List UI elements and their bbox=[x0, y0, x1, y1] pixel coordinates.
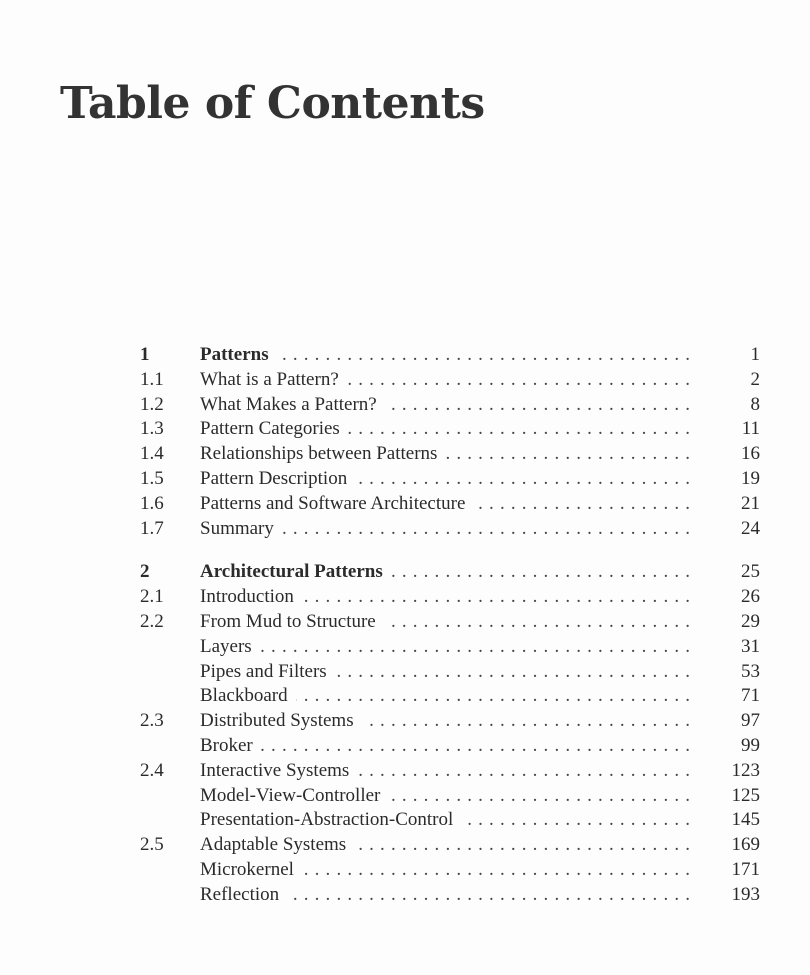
toc-entry bbox=[140, 858, 760, 883]
toc-chapter-entry bbox=[140, 560, 760, 585]
section-number bbox=[140, 808, 200, 833]
section-title: Summary bbox=[200, 517, 274, 539]
toc-entry bbox=[140, 734, 760, 759]
page-number: 21 bbox=[741, 492, 760, 514]
page-title: Table of Contents bbox=[60, 78, 485, 129]
section-title: From Mud to Structure bbox=[200, 610, 376, 632]
dot-leader bbox=[362, 709, 696, 734]
page-number: 19 bbox=[741, 467, 760, 489]
section-title: Distributed Systems bbox=[200, 710, 354, 732]
section-title: Blackboard bbox=[200, 685, 288, 707]
dot-leader bbox=[384, 610, 696, 635]
dot-leader bbox=[261, 734, 696, 759]
page-number: 31 bbox=[741, 635, 760, 657]
toc-entry bbox=[140, 759, 760, 784]
dot-leader bbox=[287, 883, 696, 908]
toc-entry bbox=[140, 492, 760, 517]
section-title: Broker bbox=[200, 734, 253, 756]
section-number bbox=[140, 635, 200, 660]
toc-entry bbox=[140, 784, 760, 809]
page-number: 97 bbox=[741, 710, 760, 732]
toc-entry bbox=[140, 417, 760, 442]
dot-leader bbox=[282, 517, 696, 542]
page-number: 16 bbox=[741, 443, 760, 465]
toc-entry bbox=[140, 393, 760, 418]
section-number bbox=[140, 858, 200, 883]
dot-leader bbox=[260, 635, 696, 660]
page-number: 25 bbox=[741, 561, 760, 583]
toc-entry bbox=[140, 442, 760, 467]
section-title: Reflection bbox=[200, 883, 280, 905]
section-title: Relationships between Patterns bbox=[200, 443, 438, 465]
section-title: What is a Pattern? bbox=[200, 368, 339, 390]
section-title: Introduction bbox=[200, 586, 294, 608]
section-number: 1.7 bbox=[140, 517, 164, 539]
section-number bbox=[140, 660, 200, 685]
section-number: 1.2 bbox=[140, 393, 164, 415]
section-number bbox=[140, 883, 200, 908]
toc-entry bbox=[140, 467, 760, 492]
page-number: 29 bbox=[741, 610, 760, 632]
section-title: Model-View-Controller bbox=[200, 784, 381, 806]
toc-entry bbox=[140, 517, 760, 542]
section-number bbox=[140, 734, 200, 759]
page-number: 24 bbox=[741, 517, 760, 539]
section-title: What Makes a Pattern? bbox=[200, 393, 377, 415]
dot-leader bbox=[461, 808, 696, 833]
dot-leader bbox=[445, 442, 696, 467]
dot-leader bbox=[473, 492, 696, 517]
page-number: 145 bbox=[731, 809, 760, 831]
page-number: 171 bbox=[731, 858, 760, 880]
section-title: Interactive Systems bbox=[200, 759, 350, 781]
page-number: 11 bbox=[741, 418, 760, 440]
page-number: 169 bbox=[731, 834, 760, 856]
section-number: 2.4 bbox=[140, 759, 164, 781]
toc-entry bbox=[140, 660, 760, 685]
dot-leader bbox=[302, 585, 696, 610]
page-number: 71 bbox=[741, 685, 760, 707]
page-number: 2 bbox=[750, 368, 760, 390]
toc-entry bbox=[140, 833, 760, 858]
toc-entry bbox=[140, 684, 760, 709]
section-number bbox=[140, 784, 200, 809]
dot-leader bbox=[277, 343, 696, 368]
dot-leader bbox=[355, 467, 696, 492]
toc-entry bbox=[140, 585, 760, 610]
section-number: 2.5 bbox=[140, 834, 164, 856]
dot-leader bbox=[357, 759, 696, 784]
section-number: 1 bbox=[140, 344, 150, 365]
toc-entry bbox=[140, 368, 760, 393]
toc-entry bbox=[140, 635, 760, 660]
section-number: 1.1 bbox=[140, 368, 164, 390]
page-number: 99 bbox=[741, 734, 760, 756]
section-title: Patterns bbox=[200, 344, 269, 365]
page-number: 193 bbox=[731, 883, 760, 905]
section-title: Adaptable Systems bbox=[200, 834, 347, 856]
section-number bbox=[140, 684, 200, 709]
dot-leader bbox=[385, 393, 696, 418]
section-title: Pattern Description bbox=[200, 467, 348, 489]
section-number: 1.4 bbox=[140, 443, 164, 465]
section-number: 1.3 bbox=[140, 418, 164, 440]
section-number: 1.6 bbox=[140, 492, 164, 514]
dot-leader bbox=[296, 684, 696, 709]
toc-entry bbox=[140, 883, 760, 908]
section-title: Presentation-Abstraction-Control bbox=[200, 809, 454, 831]
section-title: Pipes and Filters bbox=[200, 660, 327, 682]
page-number: 125 bbox=[731, 784, 760, 806]
page-number: 1 bbox=[750, 344, 760, 365]
dot-leader bbox=[348, 417, 696, 442]
section-number: 2.1 bbox=[140, 586, 164, 608]
page-number: 26 bbox=[741, 586, 760, 608]
section-title: Patterns and Software Architecture bbox=[200, 492, 466, 514]
dot-leader bbox=[347, 368, 696, 393]
section-number: 2.3 bbox=[140, 710, 164, 732]
toc-entry bbox=[140, 808, 760, 833]
section-title: Architectural Patterns bbox=[200, 561, 383, 583]
dot-leader bbox=[335, 660, 696, 685]
toc-list bbox=[140, 343, 760, 908]
toc-chapter-entry bbox=[140, 343, 760, 368]
section-number: 2.2 bbox=[140, 610, 164, 632]
section-number: 2 bbox=[140, 561, 150, 583]
dot-leader bbox=[354, 833, 696, 858]
page-number: 123 bbox=[731, 759, 760, 781]
dot-leader bbox=[391, 560, 696, 585]
toc-entry bbox=[140, 610, 760, 635]
section-number: 1.5 bbox=[140, 467, 164, 489]
section-title: Layers bbox=[200, 635, 252, 657]
page-number: 8 bbox=[750, 393, 760, 415]
section-title: Microkernel bbox=[200, 858, 294, 880]
page-number: 53 bbox=[741, 660, 760, 682]
dot-leader bbox=[302, 858, 696, 883]
toc-entry bbox=[140, 709, 760, 734]
dot-leader bbox=[388, 784, 696, 809]
section-title: Pattern Categories bbox=[200, 418, 340, 440]
